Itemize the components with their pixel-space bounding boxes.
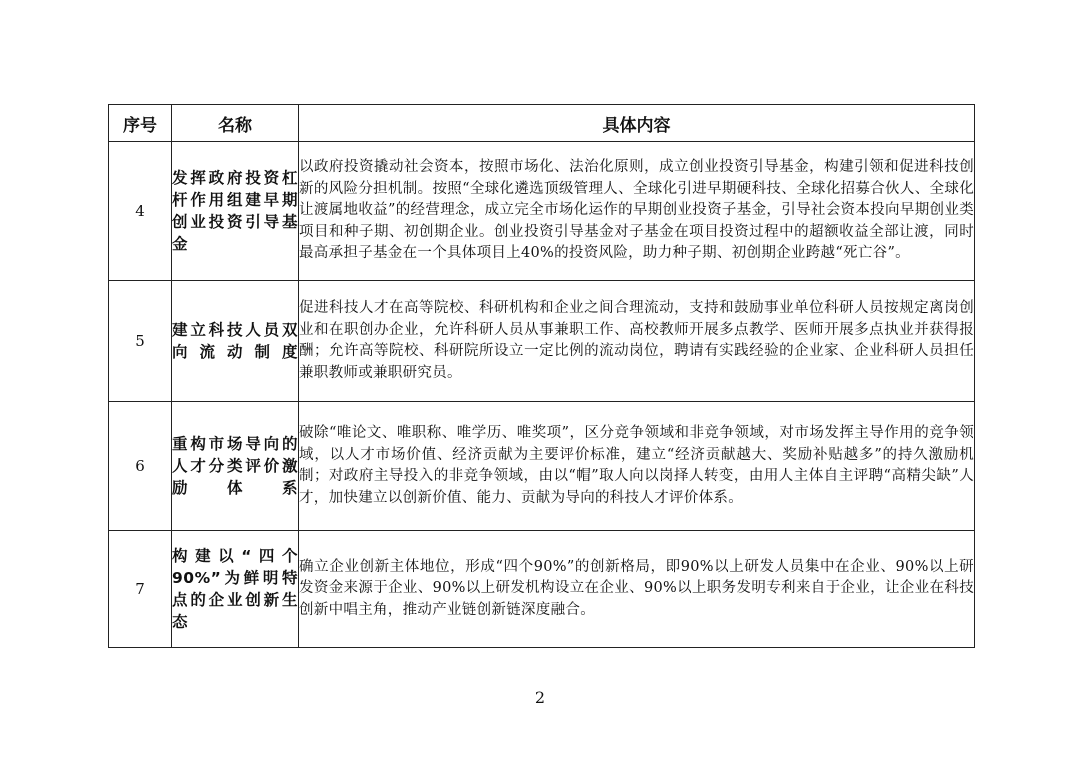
- row-name: 构建以“四个90%”为鲜明特点的企业创新生态: [172, 547, 298, 631]
- row-name: 建立科技人员双向流动制度: [172, 321, 298, 361]
- page-number: 2: [534, 688, 546, 707]
- row-content: 破除“唯论文、唯职称、唯学历、唯奖项”，区分竞争领域和非竞争领域，对市场发挥主导作用的竞争领域，以人才市场价值、经济贡献为主要评价标准，建立“经济贡献越大、奖励补贴越多”的持久激励机制；对政府主导投入的非竞争领域，由以“帽”取人向以岗择人转变，由用人主体自主评聘“高精尖缺”人才，加快建立以创新价值、能力、贡献为导向的科技人才评价体系。: [299, 425, 974, 506]
- row-name: 重构市场导向的人才分类评价激励体系: [172, 435, 298, 497]
- row-name: 发挥政府投资杠杆作用组建早期创业投资引导基金: [172, 169, 298, 253]
- policy-table: [108, 104, 975, 648]
- header-serial: 序号: [109, 105, 172, 142]
- row-number: 7: [109, 531, 172, 648]
- row-number: 4: [109, 142, 172, 281]
- table-row: [109, 281, 975, 402]
- row-number: 5: [109, 281, 172, 402]
- row-content: 以政府投资撬动社会资本，按照市场化、法治化原则，成立创业投资引导基金，构建引领和促进科技创新的风险分担机制。按照“全球化遴选顶级管理人、全球化引进早期硬科技、全球化招募合伙人、全球化让渡属地收益”的经营理念，成立完全市场化运作的早期创业投资子基金，引导社会资本投向早期创业类项目和种子期、初创期企业。创业投资引导基金对子基金在项目投资过程中的超额收益全部让渡，同时最高承担子基金在一个具体项目上40%的投资风险，助力种子期、初创期企业跨越“死亡谷”。: [299, 159, 974, 262]
- table-row: [109, 531, 975, 648]
- row-content: 确立企业创新主体地位，形成“四个90%”的创新格局，即90%以上研发人员集中在企业、90%以上研发资金来源于企业、90%以上研发机构设立在企业、90%以上职务发明专利来自于企业，让企业在科技创新中唱主角，推动产业链创新链深度融合。: [299, 558, 974, 618]
- table-header-row: [109, 105, 975, 142]
- row-content: 促进科技人才在高等院校、科研机构和企业之间合理流动，支持和鼓励事业单位科研人员按规定离岗创业和在职创办企业，允许科研人员从事兼职工作、高校教师开展多点教学、医师开展多点执业并获得报酬；允许高等院校、科研院所设立一定比例的流动岗位，聘请有实践经验的企业家、企业科研人员担任兼职教师或兼职研究员。: [299, 300, 974, 381]
- table-row: [109, 402, 975, 531]
- header-name: 名称: [172, 105, 299, 142]
- row-number: 6: [109, 402, 172, 531]
- header-content: 具体内容: [299, 105, 975, 142]
- table-row: [109, 142, 975, 281]
